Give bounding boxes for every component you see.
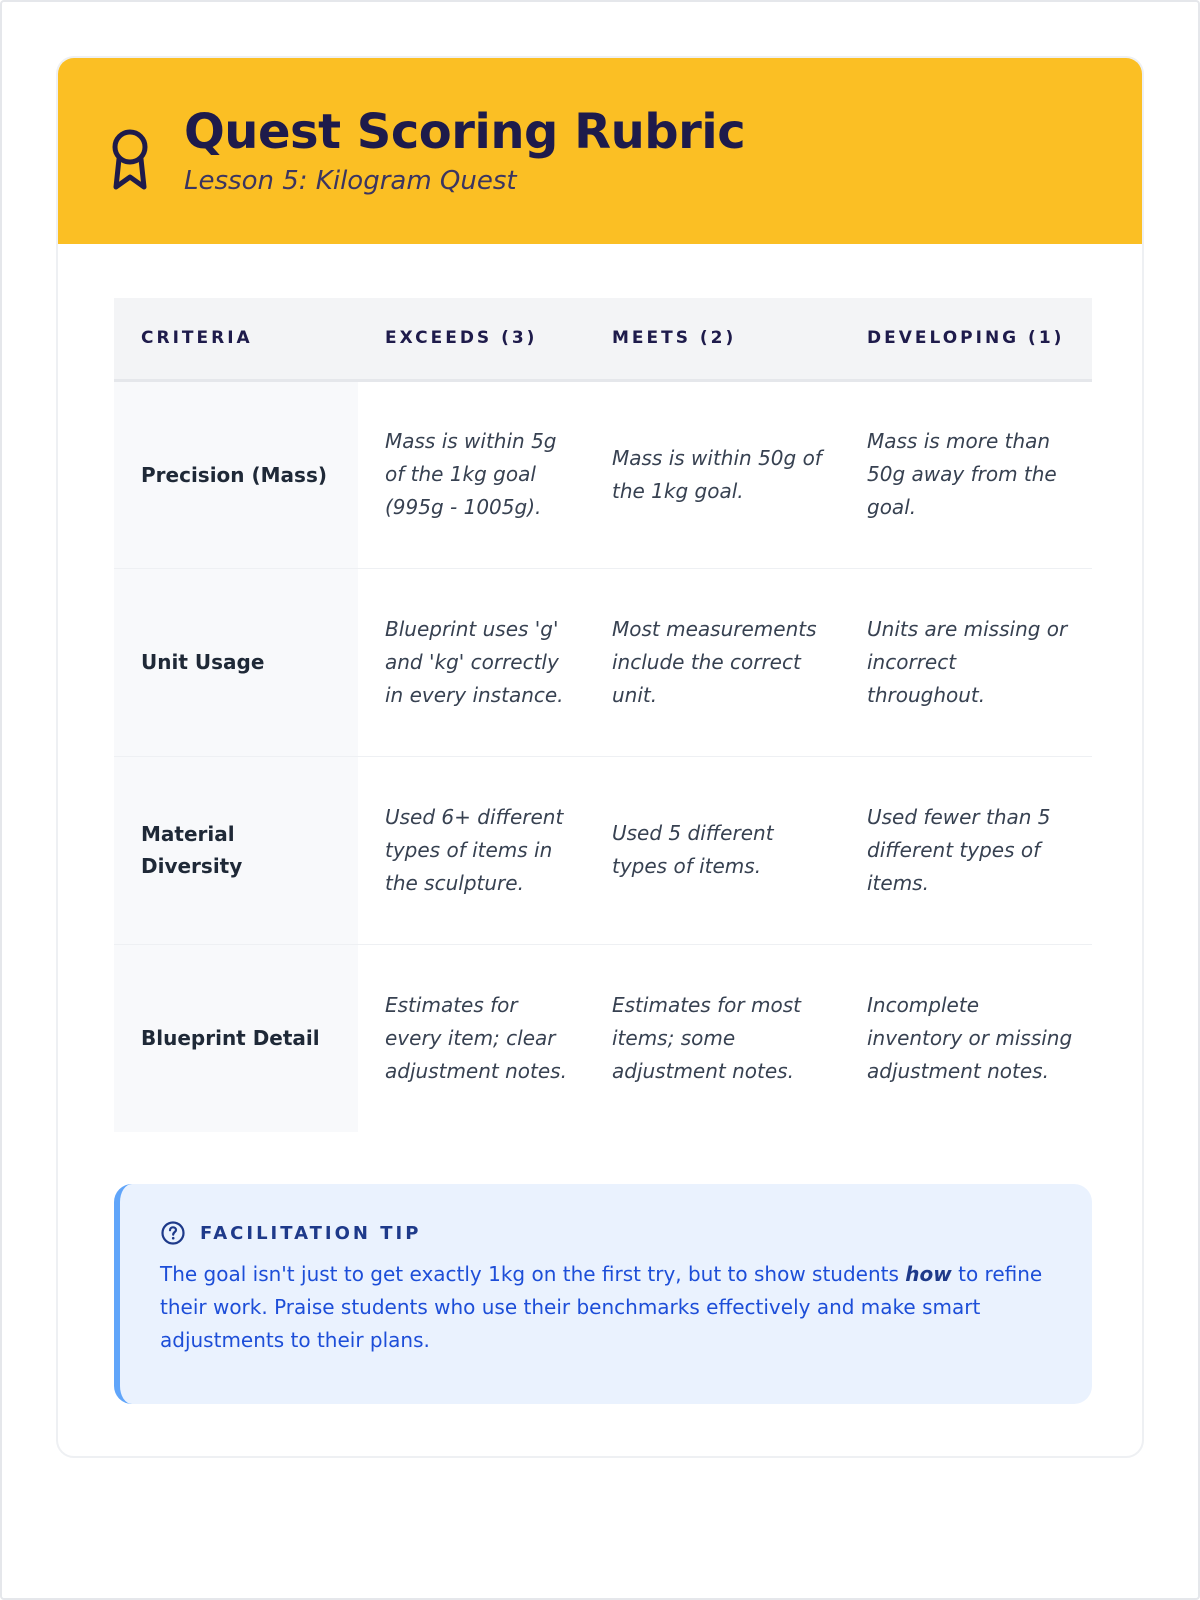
tip-body [160,1258,1052,1357]
table-row [114,380,1092,568]
table-row [114,568,1092,756]
rubric-card [56,56,1144,1458]
page-subtitle: Lesson 5: Kilogram Quest [184,166,517,197]
tip-header [160,1220,1052,1246]
column-header-developing: DEVELOPING (1) [840,298,1092,380]
exceeds-cell: Used 6+ different types of items in the sculpture. [358,756,585,944]
meets-cell: Most measurements include the correct unit. [585,568,840,756]
card-header [58,58,1142,244]
exceeds-cell: Blueprint uses 'g' and 'kg' correctly in every instance. [358,568,585,756]
developing-cell: Units are missing or incorrect throughout. [840,568,1092,756]
table-row [114,944,1092,1132]
criteria-cell: Blueprint Detail [114,944,358,1132]
exceeds-cell: Mass is within 5g of the 1kg goal (995g - 1005g). [358,380,585,568]
column-header-criteria: CRITERIA [114,298,358,380]
facilitation-tip [114,1184,1092,1404]
meets-cell: Mass is within 50g of the 1kg goal. [585,380,840,568]
question-circle-icon [160,1220,186,1246]
tip-text-before: The goal isn't just to get exactly 1kg on the first try, but to show students [160,1262,906,1286]
meets-cell: Used 5 different types of items. [585,756,840,944]
table-header-row [114,298,1092,380]
developing-cell: Used fewer than 5 different types of items. [840,756,1092,944]
page-title: Quest Scoring Rubric [184,103,746,160]
table-row [114,756,1092,944]
rubric-table-wrap [114,298,1092,1132]
column-header-meets: MEETS (2) [585,298,840,380]
tip-text-after: to refine their work. Praise students who use their benchmarks effectively and make smart adjustments to their plans. [160,1262,1043,1352]
award-ribbon-icon [108,125,152,191]
developing-cell: Mass is more than 50g away from the goal. [840,380,1092,568]
tip-emphasis: how [905,1262,952,1286]
meets-cell: Estimates for most items; some adjustment notes. [612,992,801,1083]
criteria-cell: Precision (Mass) [114,380,358,568]
exceeds-cell: Estimates for every item; clear adjustment notes. [385,992,567,1083]
tip-label: FACILITATION TIP [200,1222,422,1244]
column-header-exceeds: EXCEEDS (3) [358,298,585,380]
criteria-cell: Unit Usage [114,568,358,756]
rubric-table [114,298,1092,1132]
header-text [184,103,746,197]
developing-cell: Incomplete inventory or missing adjustment notes. [867,992,1073,1083]
criteria-cell: Material Diversity [114,756,358,944]
